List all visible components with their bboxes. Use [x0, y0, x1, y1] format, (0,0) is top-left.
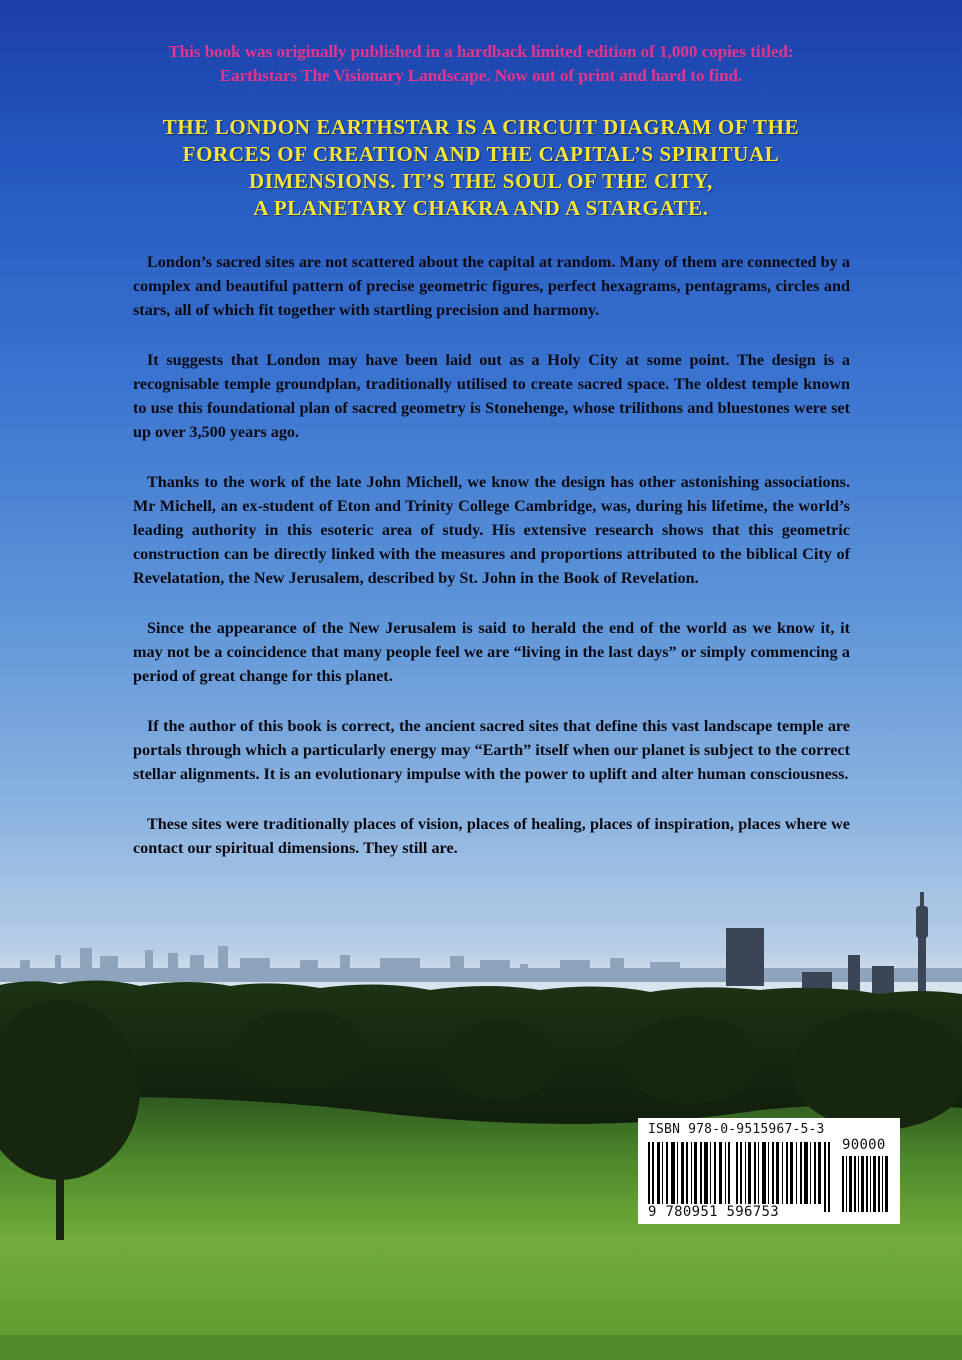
blurb-paragraph: These sites were traditionally places of vision, places of healing, places of inspiration, places where we contact our spiritual dimensions. They still are.: [133, 815, 850, 857]
isbn-label: ISBN 978-0-9515967-5-3: [648, 1122, 825, 1137]
path-strip: [0, 1335, 962, 1360]
blurb-paragraph: Since the appearance of the New Jerusalem is said to herald the end of the world as we know it, it may not be a coincidence that many people feel we are “living in the last days” or simply commencing a period of great change for this planet.: [133, 619, 850, 685]
notice-line: This book was originally published in a hardback limited edition of 1,000 copies titled:: [168, 42, 794, 61]
blurb-paragraph: Thanks to the work of the late John Michell, we know the design has other astonishing associations. Mr Michell, an ex-student of Eton and Trinity College Cambridge, was, during his lifetime, the world’s leading authority in this esoteric area of study. His extensive research shows that this geometric construction can be directly linked with the measures and proportions attributed to the biblical City of Revelatation, the New Jerusalem, described by St. John in the Book of Revelation.: [133, 473, 850, 587]
headline-line: THE LONDON EARTHSTAR IS A CIRCUIT DIAGRAM OF THE: [162, 115, 800, 139]
out-of-print-notice: [60, 40, 902, 88]
isbn-barcode: [638, 1118, 900, 1224]
headline: [60, 114, 902, 222]
ean-barcode-bars: [648, 1142, 836, 1212]
headline-line: A PLANETARY CHAKRA AND A STARGATE.: [253, 196, 709, 220]
blurb-paragraph: If the author of this book is correct, the ancient sacred sites that define this vast landscape temple are portals through which a particularly energy may “Earth” itself when our planet is subject to the correct stellar alignments. It is an evolutionary impulse with the power to uplift and alter human consciousness.: [133, 717, 850, 783]
notice-line: Earthstars The Visionary Landscape. Now out of print and hard to find.: [219, 66, 743, 85]
blurb-paragraph: It suggests that London may have been laid out as a Holy City at some point. The design is a recognisable temple groundplan, traditionally utilised to create sacred space. The oldest temple known to use this foundational plan of sacred geometry is Stonehenge, whose trilithons and bluestones were set up over 3,500 years ago.: [133, 351, 850, 441]
ean-number: 9 780951 596753: [648, 1204, 779, 1220]
headline-line: DIMENSIONS. IT’S THE SOUL OF THE CITY,: [249, 169, 713, 193]
blurb: [133, 250, 850, 886]
price-addon-label: 90000: [842, 1137, 886, 1153]
headline-line: FORCES OF CREATION AND THE CAPITAL’S SPIRITUAL: [182, 142, 780, 166]
blurb-paragraph: London’s sacred sites are not scattered about the capital at random. Many of them are connected by a complex and beautiful pattern of precise geometric figures, perfect hexagrams, pentagrams, circles and stars, all of which fit together with startling precision and harmony.: [133, 253, 850, 319]
addon-barcode-bars: [842, 1156, 892, 1212]
